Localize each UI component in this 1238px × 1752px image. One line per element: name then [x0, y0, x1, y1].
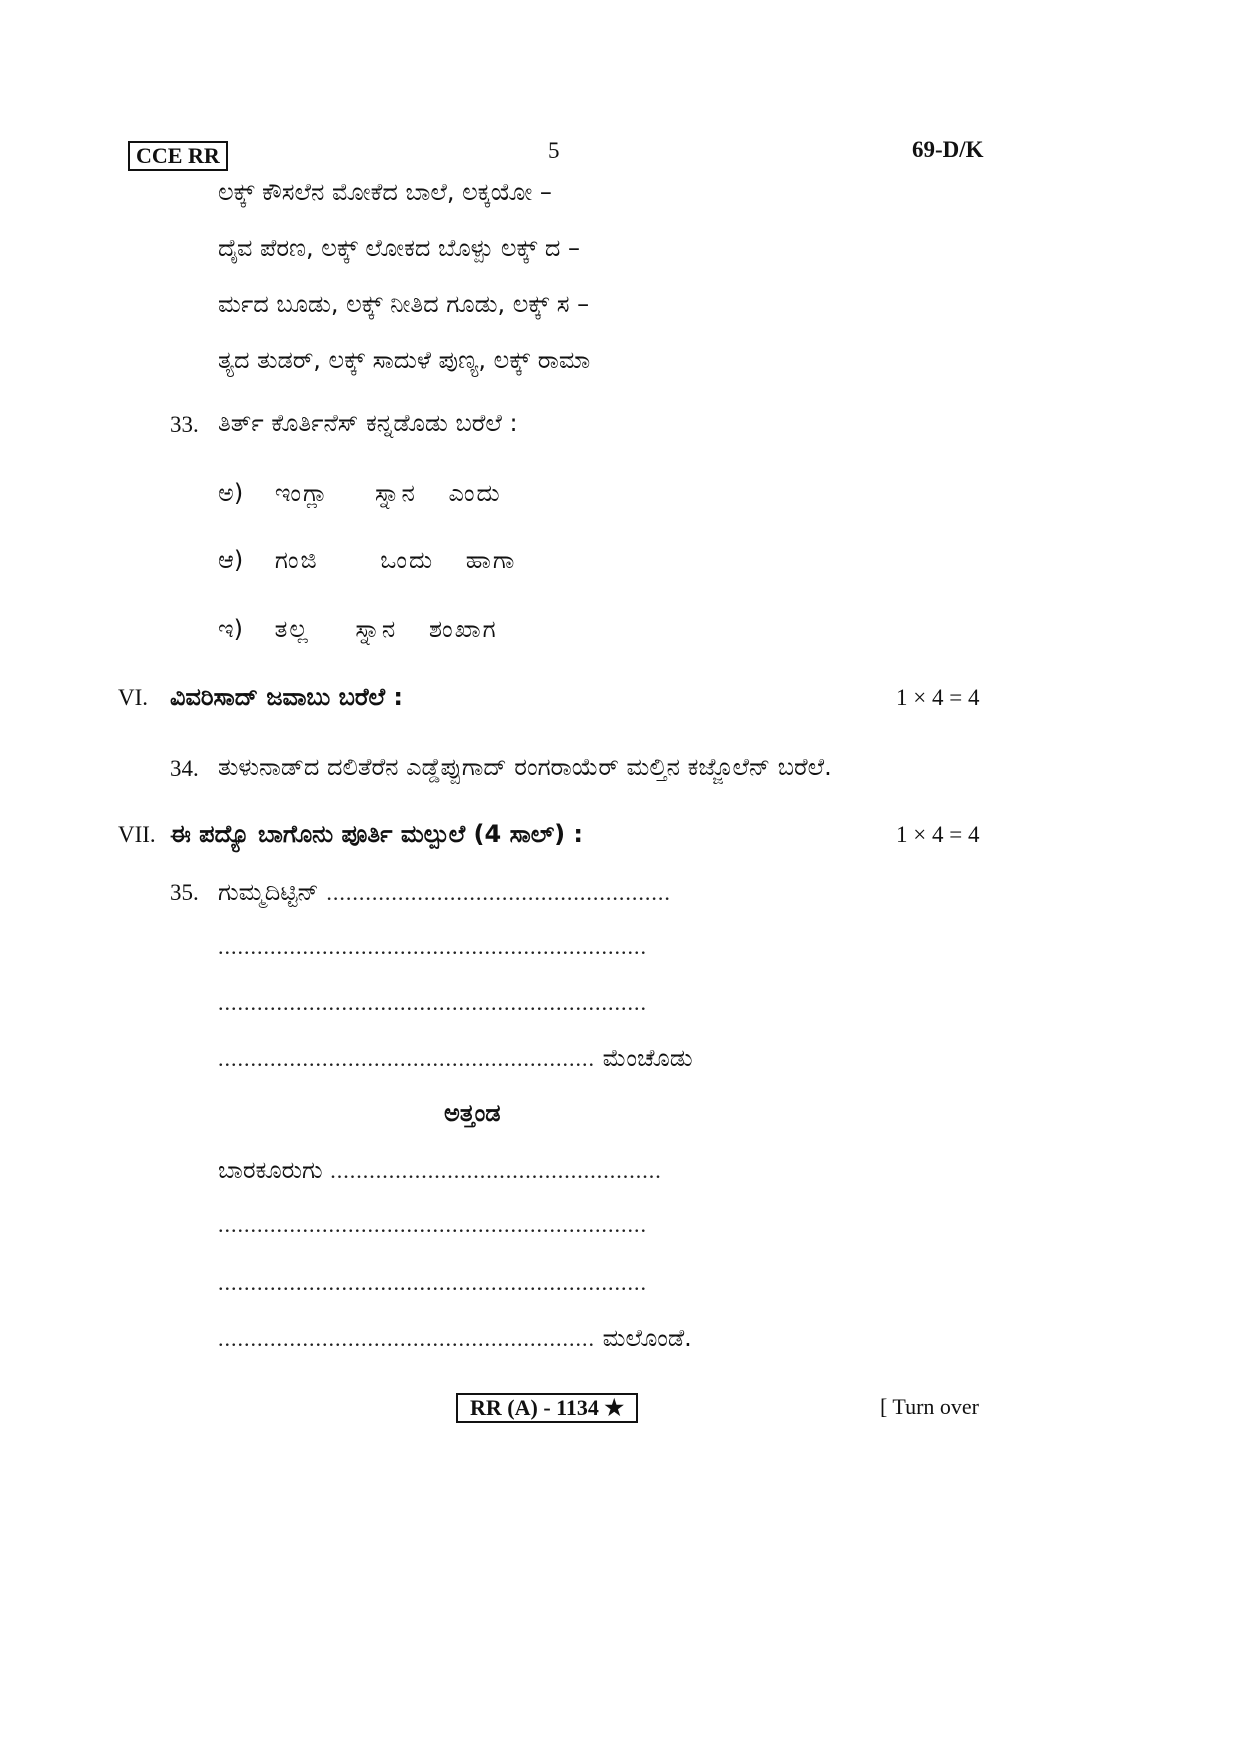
- section-6-marks: 1 × 4 = 4: [896, 685, 980, 710]
- q33-item-c-label: ಇ): [218, 615, 243, 643]
- turn-over-text: [ Turn over: [880, 1394, 980, 1419]
- q33-item-c-word-3: ಶಂಖಾಗ: [428, 615, 498, 643]
- footer-code: RR (A) - 1134 ★: [456, 1393, 638, 1423]
- q33-text: ತಿರ್ತ್ ಕೊರ್ತಿನೆಸ್ ಕನ್ನಡೊಡು ಬರೆಲೆ :: [218, 409, 518, 437]
- answer-blank: .....................................................: [326, 880, 671, 905]
- q33-item-c: [218, 614, 498, 644]
- answer-blank: ..................................................................: [218, 1212, 647, 1237]
- q33-number: 33.: [170, 412, 199, 437]
- page-number: 5: [548, 138, 560, 163]
- q34-number: 34.: [170, 756, 199, 781]
- q35-number: 35.: [170, 880, 199, 905]
- header-code-left: CCE RR: [128, 141, 228, 171]
- q35-line-4: [218, 1043, 693, 1074]
- answer-blank: ..................................................................: [218, 1270, 647, 1295]
- or-label: ಅತ್ತಂಡ: [444, 1099, 501, 1127]
- poem-line-3: ರ್ಮದ ಬೂಡು, ಲಕ್ಕ್ ನೀತಿದ ಗೂಡು, ಲಕ್ಕ್ ಸ –: [218, 290, 590, 318]
- q33-item-a-label: ಅ): [218, 479, 244, 507]
- alt-opening-word: ಬಾರಕೂರುಗು: [218, 1156, 323, 1184]
- q33-item-a: [218, 478, 502, 508]
- q33-item-a-word-1: ಇಂಗ್ಲಾ: [274, 479, 330, 507]
- q33-item-c-word-1: ತಲ್ಲ: [274, 615, 310, 643]
- section-7-title: ಈ ಪದ್ಯೊ ಬಾಗೊನು ಪೂರ್ತಿ ಮಲ್ಪುಲೆ (4 ಸಾಲ್) :: [170, 820, 584, 848]
- q35-line-1: [218, 877, 671, 908]
- q34-text: ತುಳುನಾಡ್‌ದ ದಲಿತೆರೆನ ಎಡ್ಡೆಪ್ಪುಗಾದ್ ರಂಗರಾಯೆರ್ ಮಲ್ತಿನ ಕಜ್ಜೊಲೆನ್ ಬರೆಲೆ.: [218, 753, 832, 781]
- q33-item-b: [218, 545, 516, 575]
- section-7-roman: VII.: [118, 822, 156, 847]
- answer-blank: ...................................................: [330, 1158, 662, 1183]
- alt-line-1: [218, 1155, 662, 1186]
- q33-item-b-label: ಆ): [218, 546, 244, 574]
- section-6-roman: VI.: [118, 685, 149, 710]
- q33-item-b-word-3: ಹಾಗಾ: [465, 546, 517, 574]
- section-7-marks: 1 × 4 = 4: [896, 822, 980, 847]
- poem-line-1: ಲಕ್ಕ್ ಕೌಸಲೆನ ಮೋಕೆದ ಬಾಲೆ, ಲಕ್ಕಯೋ –: [218, 178, 552, 206]
- answer-blank: ..................................................................: [218, 934, 647, 959]
- section-6-title: ವಿವರಿಸಾದ್ ಜವಾಬು ಬರೆಲೆ :: [170, 683, 404, 711]
- answer-blank: ..................................................................: [218, 990, 647, 1015]
- q33-item-c-word-2: ಸ್ನಾನ: [355, 615, 398, 643]
- q33-item-a-word-2: ಸ್ನಾನ: [375, 479, 417, 507]
- header-code-right: 69-D/K: [912, 137, 984, 162]
- alt-closing-word: ಮಲೊಂಡೆ.: [602, 1324, 692, 1352]
- q35-opening-word: ಗುಮ್ಮದಿಟ್ಟಿನ್: [218, 878, 319, 906]
- alt-line-4: [218, 1323, 692, 1354]
- q33-item-b-word-1: ಗಂಜಿ: [274, 546, 319, 574]
- poem-line-4: ತ್ಯದ ತುಡರ್, ಲಕ್ಕ್ ಸಾದುಳೆ ಪುಣ್ಯ, ಲಕ್ಕ್ ರಾಮಾ: [218, 346, 591, 374]
- answer-blank: ..........................................................: [218, 1046, 595, 1071]
- q33-item-a-word-3: ಎಂದು: [448, 479, 502, 507]
- q35-closing-word-1: ಮೆಂಚೊಡು: [602, 1044, 693, 1072]
- q33-item-b-word-2: ಒಂದು: [380, 546, 435, 574]
- answer-blank: ..........................................................: [218, 1326, 595, 1351]
- poem-line-2: ದೈವ ಪೆರಣ, ಲಕ್ಕ್ ಲೋಕದ ಬೊಳ್ಪು ಲಕ್ಕ್ ದ –: [218, 234, 580, 262]
